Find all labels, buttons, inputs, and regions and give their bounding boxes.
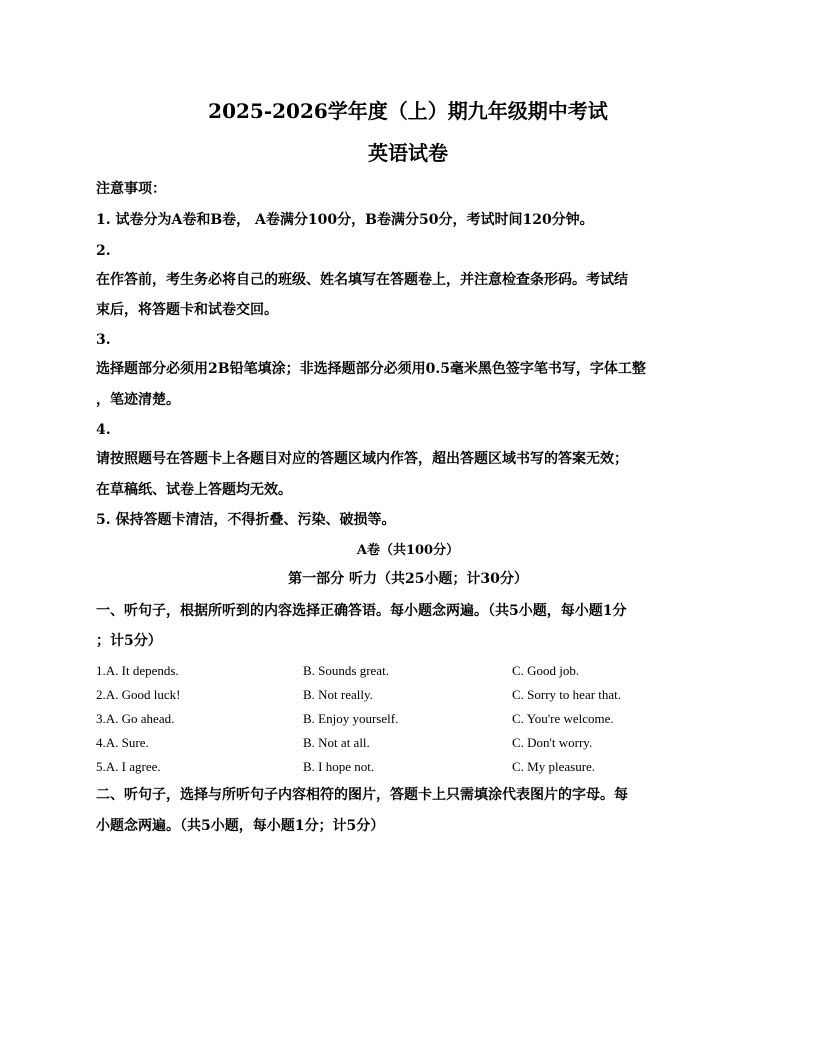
- option-a: 4.A. Sure.: [96, 735, 149, 750]
- option-c: C. My pleasure.: [512, 759, 596, 774]
- option-a: 2.A. Good luck!: [96, 687, 181, 702]
- question-group-2-instruction-line-1: 二、听句子，选择与所听句子内容相符的图片，答题卡上只需填涂代表图片的字母。每: [96, 787, 628, 803]
- note-item-4-line-2: 在草稿纸、试卷上答题均无效。: [96, 482, 292, 498]
- question-row-5: [96, 758, 720, 776]
- option-c: C. Don't worry.: [512, 735, 593, 750]
- question-group-2-instruction-line-2: 小题念两遍。（共5小题，每小题1分；计5分）: [96, 818, 385, 834]
- note-item-3-line-1: 选择题部分必须用2B铅笔填涂；非选择题部分必须用0.5毫米黑色签字笔书写，字体工整: [96, 361, 646, 377]
- note-item-2-line-1: 在作答前，考生务必将自己的班级、姓名填写在答题卷上，并注意检查条形码。考试结: [96, 272, 628, 288]
- option-a: 5.A. I agree.: [96, 759, 161, 774]
- option-b: B. Sounds great.: [303, 663, 389, 678]
- note-item-3-line-2: ，笔迹清楚。: [96, 392, 180, 408]
- question-row-2: [96, 686, 720, 704]
- note-item-2-line-2: 束后，将答题卡和试卷交回。: [96, 302, 278, 318]
- option-c: C. Sorry to hear that.: [512, 687, 622, 702]
- option-b: B. Enjoy yourself.: [303, 711, 399, 726]
- option-c: C. You're welcome.: [512, 711, 614, 726]
- note-item-2-number: 2.: [96, 243, 111, 259]
- question-row-4: [96, 734, 720, 752]
- option-b: B. Not at all.: [303, 735, 370, 750]
- option-a: 1.A. It depends.: [96, 663, 179, 678]
- note-item-4-number: 4.: [96, 422, 111, 438]
- option-b: B. I hope not.: [303, 759, 375, 774]
- question-group-1-instruction-line-2: ；计5分）: [96, 633, 162, 649]
- note-item-3-number: 3.: [96, 332, 111, 348]
- question-row-3: [96, 710, 720, 728]
- option-c: C. Good job.: [512, 663, 580, 678]
- note-item-5: 5. 保持答题卡清洁，不得折叠、污染、破损等。: [96, 512, 396, 528]
- option-a: 3.A. Go ahead.: [96, 711, 175, 726]
- notes-heading: 注意事项：: [96, 181, 166, 197]
- exam-subtitle: 英语试卷: [368, 141, 448, 165]
- option-b: B. Not really.: [303, 687, 373, 702]
- note-item-4-line-1: 请按照题号在答题卡上各题目对应的答题区域内作答，超出答题区域书写的答案无效；: [96, 451, 628, 467]
- section-a-heading: A卷（共100分）: [356, 543, 460, 558]
- exam-title: 2025-2026学年度（上）期九年级期中考试: [208, 99, 608, 123]
- part-one-heading: 第一部分 听力（共25小题；计30分）: [288, 571, 528, 587]
- question-group-1-instruction-line-1: 一、听句子，根据所听到的内容选择正确答语。每小题念两遍。（共5小题，每小题1分: [96, 603, 627, 619]
- note-item-1: 1. 试卷分为A卷和B卷， A卷满分100分，B卷满分50分，考试时间120分钟。: [96, 212, 594, 228]
- question-row-1: [96, 662, 720, 680]
